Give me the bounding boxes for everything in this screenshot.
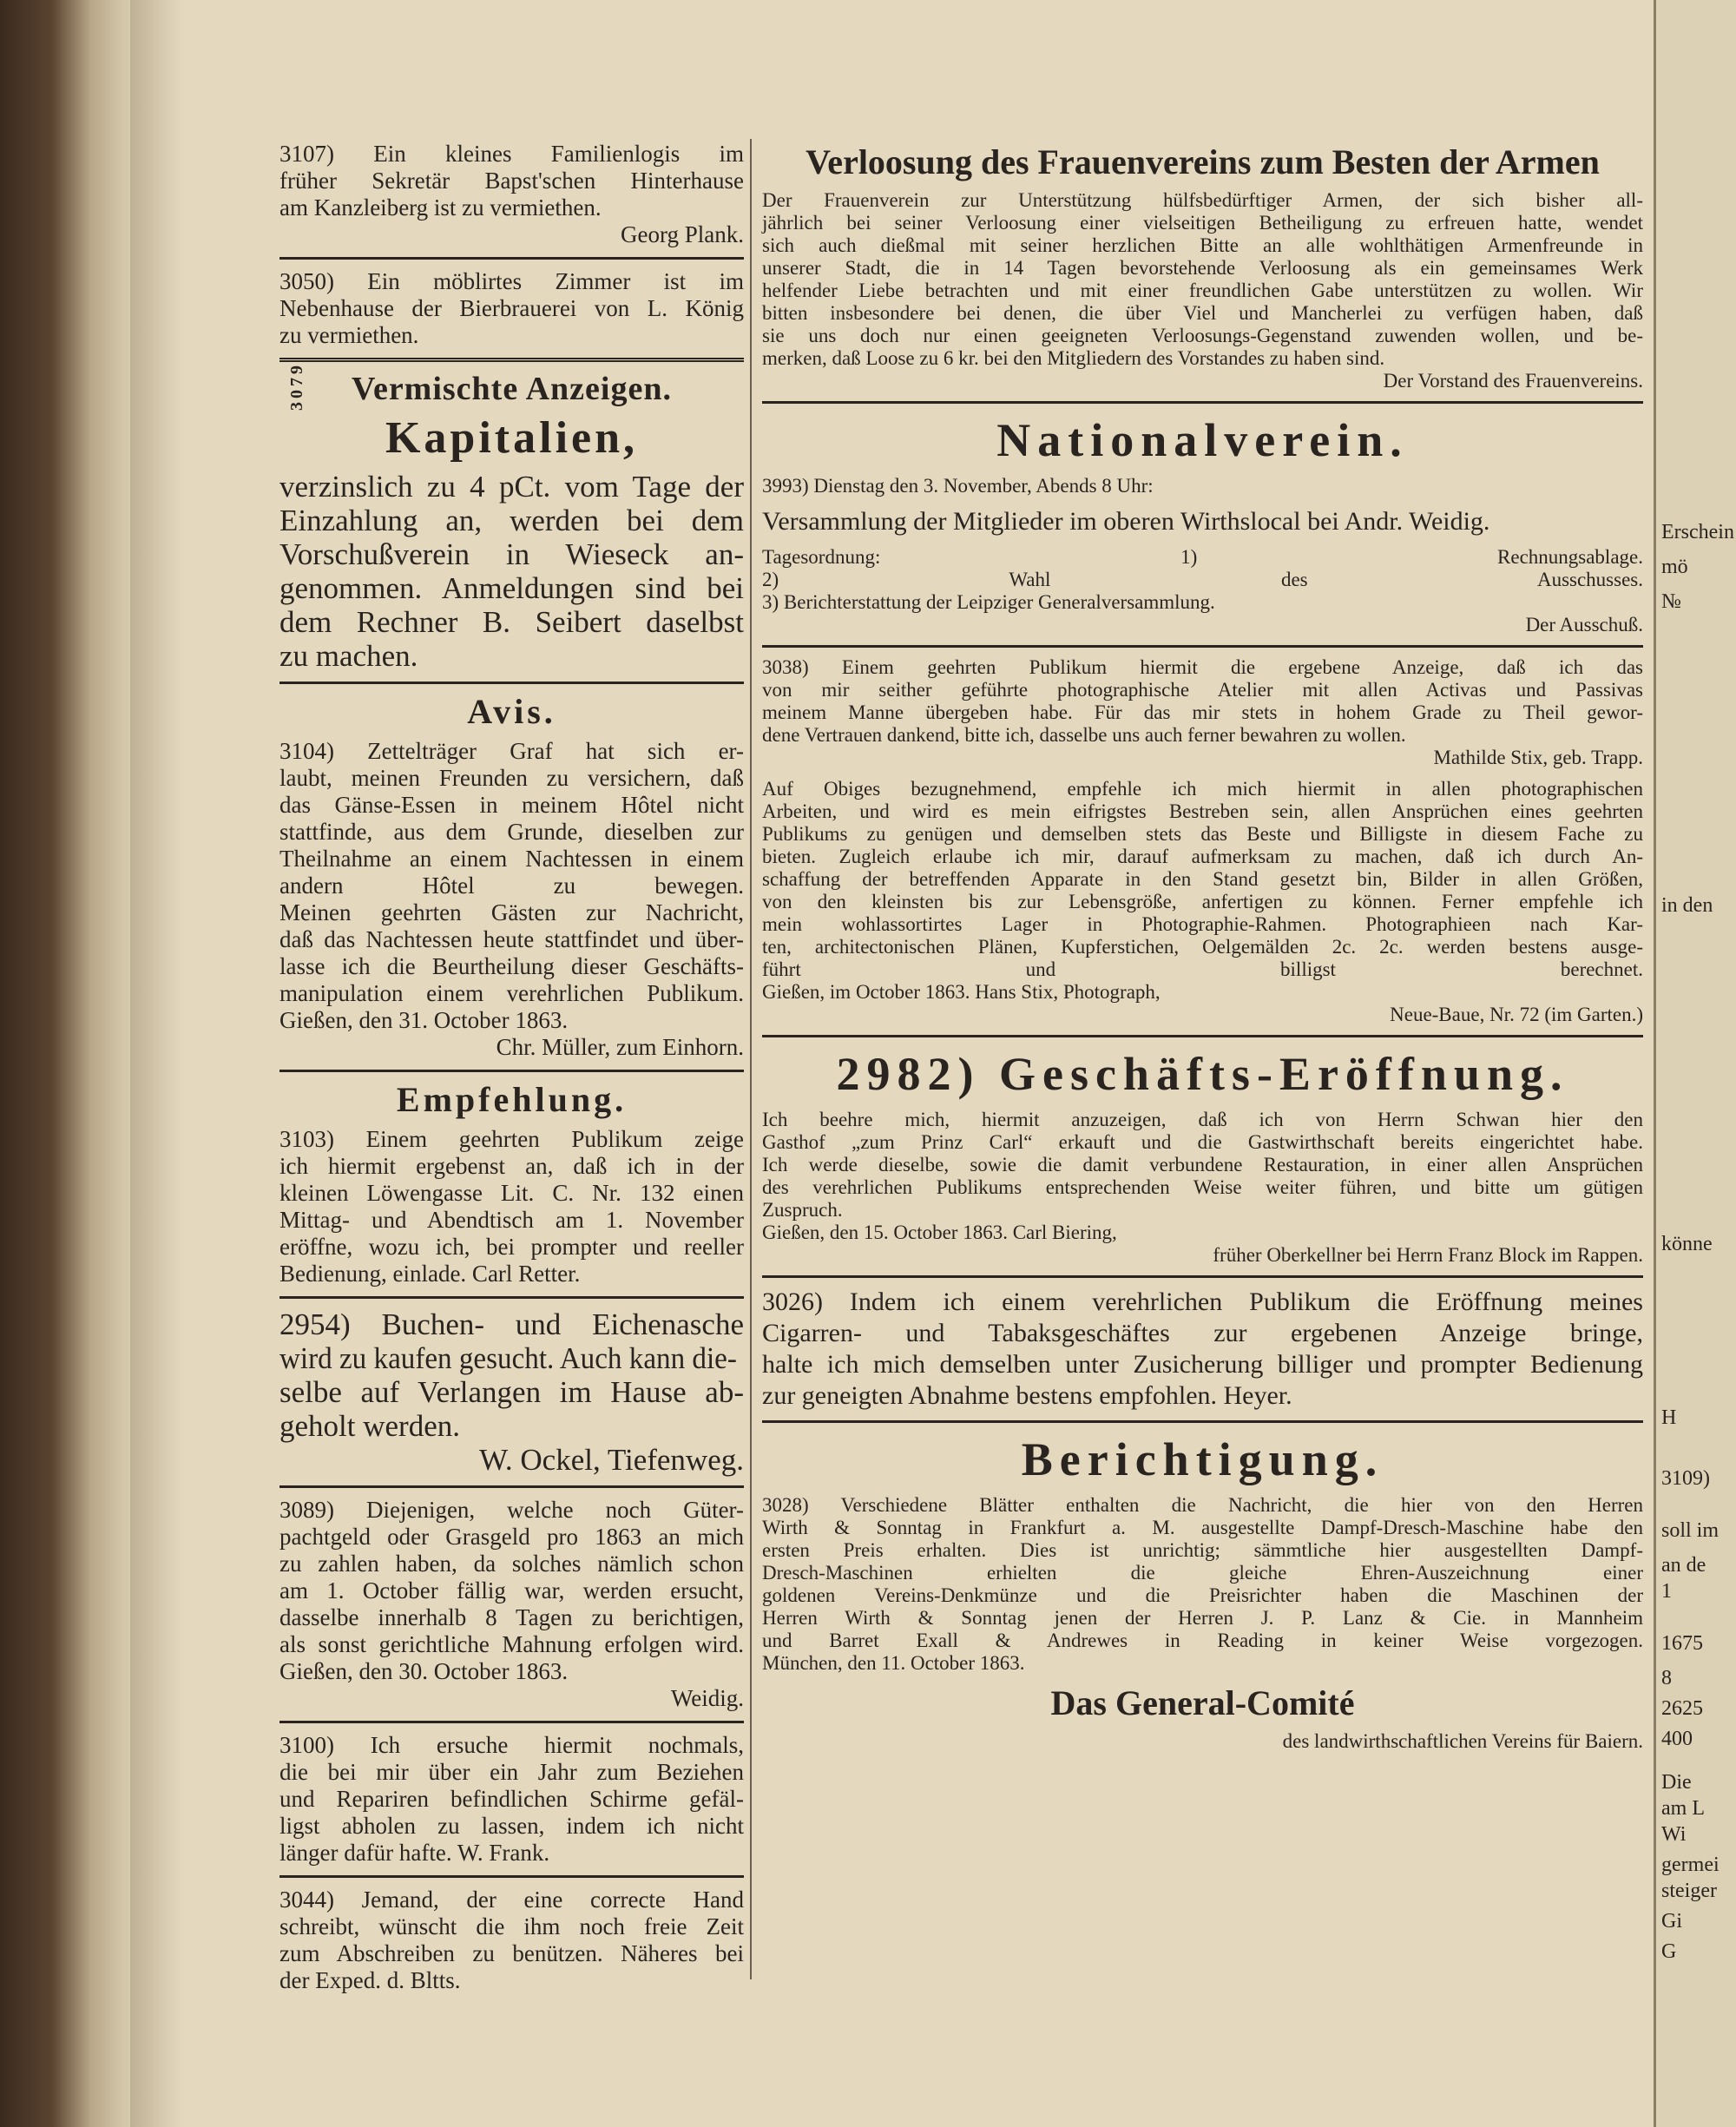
ad-text-line: ten, architectonischen Plänen, Kupferstichen, Oelgemälden 2c. 2c. werden bestens ausge- — [762, 936, 1643, 958]
adjacent-page-text: Die — [1661, 1771, 1692, 1794]
ad-text-line: und Repariren befindlichen Schirme gefäl- — [279, 1786, 744, 1812]
ad-text-line: 2954) Buchen- und Eichenasche — [279, 1307, 744, 1341]
ad-text-line: Ich beehre mich, hiermit anzuzeigen, daß ich von Herrn Schwan hier den — [762, 1109, 1643, 1130]
adjacent-page-text: soll im — [1661, 1519, 1720, 1542]
ad-text-line: Nebenhause der Bierbrauerei von L. König — [279, 295, 744, 321]
ad-text-line: früher Sekretär Bapst'schen Hinterhause — [279, 168, 744, 194]
ad-text-line: 3107) Ein kleines Familienlogis im — [279, 141, 744, 167]
ad-text-line: verzinslich zu 4 pCt. vom Tage der — [279, 470, 744, 504]
ad-text-line: zu zahlen haben, da solches nämlich schon — [279, 1551, 744, 1577]
adjacent-page-fragment — [1654, 0, 1736, 2127]
ad-text-line: sich auch dießmal mit seiner herzlichen Bitte an alle wohlthätigen Armenfreunde in — [762, 234, 1643, 256]
advertisement — [279, 734, 744, 1066]
ad-text-line: lasse ich die Beurtheilung dieser Geschäfts- — [279, 953, 744, 979]
ad-text-line: Einzahlung an, werden bei dem — [279, 504, 744, 537]
section-divider — [279, 1296, 744, 1299]
ad-text-line: Zuspruch. — [762, 1199, 843, 1221]
ad-text-line: Gießen, den 31. October 1863. — [279, 1007, 569, 1033]
ad-text-line: zum Abschreiben zu benützen. Näheres bei — [279, 1940, 744, 1966]
advertisement — [279, 1729, 744, 1872]
ad-signature: Georg Plank. — [621, 221, 744, 247]
adjacent-page-text: 2625 — [1661, 1697, 1703, 1720]
advertisement — [279, 1304, 744, 1482]
ad-text-line: 2) Wahl des Ausschusses. — [762, 569, 1643, 590]
ad-text-line: bieten. Zugleich erlaube ich mir, darauf aufmerksam zu machen, daß ich durch An- — [762, 846, 1643, 867]
ad-text-line: Gießen, den 30. October 1863. — [279, 1658, 569, 1684]
advertisement — [279, 1123, 744, 1293]
ad-text-line: Gasthof „zum Prinz Carl“ erkauft und die Gastwirthschaft bereits eingerichtet habe. — [762, 1131, 1643, 1153]
ad-number-vertical: 3079 — [287, 362, 306, 411]
ad-text-line: am 1. October fällig war, werden ersucht, — [279, 1577, 744, 1603]
ad-text-line: als sonst gerichtliche Mahnung erfolgen wird. — [279, 1631, 744, 1657]
section-divider — [279, 257, 744, 260]
ad-signature: Der Ausschuß. — [1525, 614, 1643, 635]
adjacent-page-text: 1675 — [1661, 1632, 1703, 1655]
advertisement — [762, 653, 1643, 774]
advertisement — [762, 503, 1643, 543]
ad-text-line: meinem Manne übergeben habe. Für das mir stets in hohem Grade zu Theil gewor- — [762, 701, 1643, 723]
ad-text-line: länger dafür hafte. W. Frank. — [279, 1840, 550, 1866]
adjacent-page-text: H — [1661, 1406, 1677, 1429]
ad-text-line: Bedienung, einlade. Carl Retter. — [279, 1261, 581, 1287]
adjacent-page-text: in den — [1661, 894, 1713, 917]
section-divider — [279, 1875, 744, 1878]
ad-signature: W. Ockel, Tiefenweg. — [479, 1443, 744, 1477]
section-divider — [762, 645, 1643, 648]
ad-text-line: 3) Berichterstattung der Leipziger Generalversammlung. — [762, 591, 1215, 613]
ad-text-line: eröffne, wozu ich, bei prompter und reeller — [279, 1234, 744, 1260]
section-heading: Empfehlung. — [396, 1080, 628, 1119]
column-divider — [750, 139, 752, 1979]
advertisement — [762, 186, 1643, 398]
section-divider — [762, 1275, 1643, 1278]
section-heading: Vermischte Anzeigen. — [352, 371, 672, 407]
advertisement — [279, 466, 744, 678]
ad-text-line: sie uns doch nur einen geeigneten Verloosungs-Gegenstand zuwenden wollen, und be- — [762, 325, 1643, 346]
adjacent-page-text: am L — [1661, 1797, 1705, 1820]
section-heading: Das General-Comité — [1050, 1683, 1355, 1722]
ad-text-line: Dresch-Maschinen erhielten die gleiche Ehren-Auszeichnung einer — [762, 1562, 1643, 1584]
ad-signature: Chr. Müller, zum Einhorn. — [496, 1034, 744, 1060]
ad-text-line: Mittag- und Abendtisch am 1. November — [279, 1207, 744, 1233]
advertisement — [279, 137, 744, 254]
ad-text-line: Meinen geehrten Gästen zur Nachricht, — [279, 899, 744, 925]
section-heading: Kapitalien, 3079 — [279, 411, 744, 466]
ad-text-line: zu vermiethen. — [279, 322, 419, 348]
advertisement — [762, 1727, 1643, 1758]
ad-text-line: Ich werde dieselbe, sowie die damit verbundene Restauration, in einer allen Ansprüchen — [762, 1154, 1643, 1175]
ad-signature: Neue-Baue, Nr. 72 (im Garten.) — [1390, 1004, 1643, 1025]
advertisement — [762, 1283, 1643, 1417]
advertisement — [762, 774, 1643, 1031]
ad-text-line: München, den 11. October 1863. — [762, 1652, 1025, 1674]
adjacent-page-text: 3109) — [1661, 1467, 1710, 1490]
advertisement — [762, 1491, 1643, 1680]
ad-text-line: Publikums zu genügen und demselben stets das Beste und Billigste in diesem Fache zu — [762, 823, 1643, 845]
ad-text-line: selbe auf Verlangen im Hause ab- — [279, 1375, 744, 1409]
advertisement — [279, 265, 744, 354]
advertisement — [279, 1883, 744, 1999]
ad-text-line: und Barret Exall & Andrewes in Reading in keiner Weise vorgezogen. — [762, 1630, 1643, 1651]
advertisement — [279, 1493, 744, 1717]
ad-text-line: daß das Nachtessen heute stattfindet und über- — [279, 926, 744, 952]
ad-signature: Mathilde Stix, geb. Trapp. — [1433, 747, 1643, 768]
ad-text-line: schreibt, wünscht die ihm noch freie Zeit — [279, 1913, 744, 1939]
ad-text-line: unserer Stadt, die in 14 Tagen bevorstehende Verloosung als ein gemeinsames Werk — [762, 257, 1643, 279]
ad-text-line: dasselbe innerhalb 8 Tagen zu berichtigen, — [279, 1604, 744, 1630]
ad-text-line: wird zu kaufen gesucht. Auch kann die- — [279, 1341, 737, 1375]
ad-text-line: der Exped. d. Bltts. — [279, 1967, 461, 1993]
ad-text-line: führt und billigst berechnet. — [762, 958, 1643, 980]
ad-text-line: 3103) Einem geehrten Publikum zeige — [279, 1126, 744, 1152]
ad-text-line: andern Hôtel zu bewegen. — [279, 873, 744, 899]
ad-text-line: 3050) Ein möblirtes Zimmer ist im — [279, 268, 744, 294]
advertisement — [762, 471, 1643, 503]
ad-text-line: halte ich mich demselben unter Zusicherung billiger und prompter Bedienung — [762, 1350, 1643, 1379]
adjacent-page-text: mö — [1661, 556, 1688, 578]
ad-text-line: mein wohlassortirtes Lager in Photographie-Rahmen. Photographieen nach Kar- — [762, 913, 1643, 935]
ad-text-line: genommen. Anmeldungen sind bei — [279, 571, 744, 605]
section-double-divider — [279, 358, 744, 362]
adjacent-page-text: 8 — [1661, 1667, 1672, 1689]
ad-text-line: Cigarren- und Tabaksgeschäftes zur ergebenen Anzeige bringe, — [762, 1319, 1643, 1347]
ad-text-line: 3100) Ich ersuche hiermit nochmals, — [279, 1732, 744, 1758]
section-divider — [762, 1035, 1643, 1037]
ad-text-line: des verehrlichen Publikums entsprechenden Weise weiter führen, und bitte um gütigen — [762, 1176, 1643, 1198]
ad-text-line: manipulation einem verehrlichen Publikum. — [279, 980, 744, 1006]
left-column — [279, 137, 744, 1999]
section-heading: Nationalverein. — [996, 414, 1409, 466]
ad-text-line: zur geneigten Abnahme bestens empfohlen. Heyer. — [762, 1381, 1292, 1410]
ad-text-line: Tagesordnung: 1) Rechnungsablage. — [762, 546, 1643, 568]
adjacent-page-text: 400 — [1661, 1728, 1693, 1750]
adjacent-page-text: steiger — [1661, 1880, 1717, 1902]
ad-text-line: zu machen. — [279, 639, 418, 673]
ad-text-line: Versammlung der Mitglieder im oberen Wirthslocal bei Andr. Weidig. — [762, 507, 1490, 536]
ad-text-line: goldenen Vereins-Denkmünze und die Preisrichter haben die Maschinen der — [762, 1584, 1643, 1606]
ad-text-line: Der Frauenverein zur Unterstützung hülfsbedürftiger Armen, der sich bisher all- — [762, 189, 1643, 211]
section-divider — [279, 1721, 744, 1723]
section-divider — [762, 1420, 1643, 1423]
ad-text-line: schaffung der betreffenden Apparate in den Stand gesetzt bin, Bilder in allen Größen, — [762, 868, 1643, 890]
adjacent-page-text: Gi — [1661, 1910, 1682, 1933]
ad-text-line: des landwirthschaftlichen Vereins für Baiern. — [1282, 1730, 1643, 1752]
ad-text-line: pachtgeld oder Grasgeld pro 1863 an mich — [279, 1524, 744, 1550]
ad-text-line: ich hiermit ergebenst an, daß ich in der — [279, 1153, 744, 1179]
ad-signature: Weidig. — [670, 1685, 744, 1711]
ad-text-line: 3038) Einem geehrten Publikum hiermit die ergebene Anzeige, daß ich das — [762, 656, 1643, 678]
ad-text-line: 3089) Diejenigen, welche noch Güter- — [279, 1497, 744, 1523]
adjacent-page-text: Erschein — [1661, 521, 1734, 543]
ad-text-line: Wirth & Sonntag in Frankfurt a. M. ausgestellte Dampf-Dresch-Maschine habe den — [762, 1517, 1643, 1538]
ad-text-line: ersten Preis erhalten. Dies ist unrichtig; sämmtliche hier ausgestellten Dampf- — [762, 1539, 1643, 1561]
adjacent-page-text: germei — [1661, 1854, 1720, 1876]
ad-signature: früher Oberkellner bei Herrn Franz Block im Rappen. — [1213, 1244, 1643, 1266]
section-divider — [279, 682, 744, 684]
ad-text-line: Auf Obiges bezugnehmend, empfehle ich mich hiermit in allen photographischen — [762, 778, 1643, 800]
ad-text-line: von mir seither geführte photographische Atelier mit allen Activas und Passivas — [762, 679, 1643, 701]
ad-text-line: Gießen, im October 1863. Hans Stix, Photograph, — [762, 981, 1161, 1003]
ad-text-line: 3026) Indem ich einem verehrlichen Publikum die Eröffnung meines — [762, 1287, 1643, 1316]
page-gutter-shadow — [130, 0, 182, 2127]
ad-text-line: am Kanzleiberg ist zu vermiethen. — [279, 194, 602, 221]
ad-text-line: stattfinde, aus dem Grunde, dieselben zur — [279, 819, 744, 845]
ad-text-line: helfender Liebe betrachten und mit einer freundlichen Gabe unterstützen zu wollen. Wir — [762, 280, 1643, 301]
section-heading: Verloosung des Frauenvereins zum Besten der Armen — [806, 142, 1600, 181]
adjacent-page-text: könne — [1661, 1233, 1713, 1255]
ad-text-line: merken, daß Loose zu 6 kr. bei den Mitgliedern des Vorstandes zu haben sind. — [762, 347, 1385, 369]
ad-text-line: ligst abholen zu lassen, indem ich nicht — [279, 1813, 744, 1839]
section-divider — [279, 1485, 744, 1488]
ad-text-line: Arbeiten, und wird es mein eifrigstes Bestreben sein, allen Ansprüchen eines geehrten — [762, 800, 1643, 822]
adjacent-page-text: 1 — [1661, 1580, 1672, 1603]
ad-text-line: die bei mir über ein Jahr zum Beziehen — [279, 1759, 744, 1785]
ad-text-line: 3044) Jemand, der eine correcte Hand — [279, 1887, 744, 1913]
adjacent-page-text: № — [1661, 590, 1681, 613]
adjacent-page-text: Wi — [1661, 1823, 1687, 1846]
adjacent-page-text: an de — [1661, 1554, 1706, 1577]
book-spine-edge — [0, 0, 130, 2127]
section-heading: Avis. — [467, 692, 556, 731]
ad-text-line: dene Vertrauen dankend, bitte ich, dasselbe uns auch ferner bewahren zu wollen. — [762, 724, 1406, 746]
ad-text-line: Theilnahme an einem Nachtessen in einem — [279, 846, 744, 872]
ad-text-line: Vorschußverein in Wieseck an- — [279, 537, 744, 571]
ad-text-line: 3993) Dienstag den 3. November, Abends 8 Uhr: — [762, 475, 1154, 497]
ad-signature: Der Vorstand des Frauenvereins. — [1383, 370, 1643, 392]
ad-text-line: kleinen Löwengasse Lit. C. Nr. 132 einen — [279, 1180, 744, 1206]
adjacent-page-text: G — [1661, 1940, 1677, 1963]
ad-text-line: Gießen, den 15. October 1863. Carl Biering, — [762, 1222, 1117, 1243]
ad-text-line: laubt, meinen Freunden zu versichern, daß — [279, 765, 744, 791]
section-heading: 2982) Geschäfts-Eröffnung. — [836, 1048, 1569, 1100]
right-column — [762, 139, 1643, 1758]
ad-text-line: jährlich bei seiner Verloosung einer vielseitigen Betheiligung zu erfreuen hatte, wendet — [762, 212, 1643, 234]
ad-text-line: das Gänse-Essen in meinem Hôtel nicht — [279, 792, 744, 818]
advertisement — [762, 543, 1643, 642]
section-divider — [762, 401, 1643, 404]
advertisement — [762, 1105, 1643, 1272]
ad-text-line: 3104) Zettelträger Graf hat sich er- — [279, 738, 744, 764]
ad-text-line: 3028) Verschiedene Blätter enthalten die Nachricht, die hier von den Herren — [762, 1494, 1643, 1516]
section-divider — [279, 1070, 744, 1072]
ad-text-line: dem Rechner B. Seibert daselbst — [279, 605, 744, 639]
ad-text-line: von den kleinsten bis zur Lebensgröße, anfertigen zu können. Ferner empfehle ich — [762, 891, 1643, 912]
section-heading: Berichtigung. — [1021, 1433, 1384, 1485]
ad-text-line: bitten insbesondere bei denen, die über Viel und Mancherlei zu verfügen haben, daß — [762, 302, 1643, 324]
ad-text-line: Herren Wirth & Sonntag jenen der Herren J. P. Lanz & Cie. in Mannheim — [762, 1607, 1643, 1629]
ad-text-line: geholt werden. — [279, 1409, 460, 1443]
